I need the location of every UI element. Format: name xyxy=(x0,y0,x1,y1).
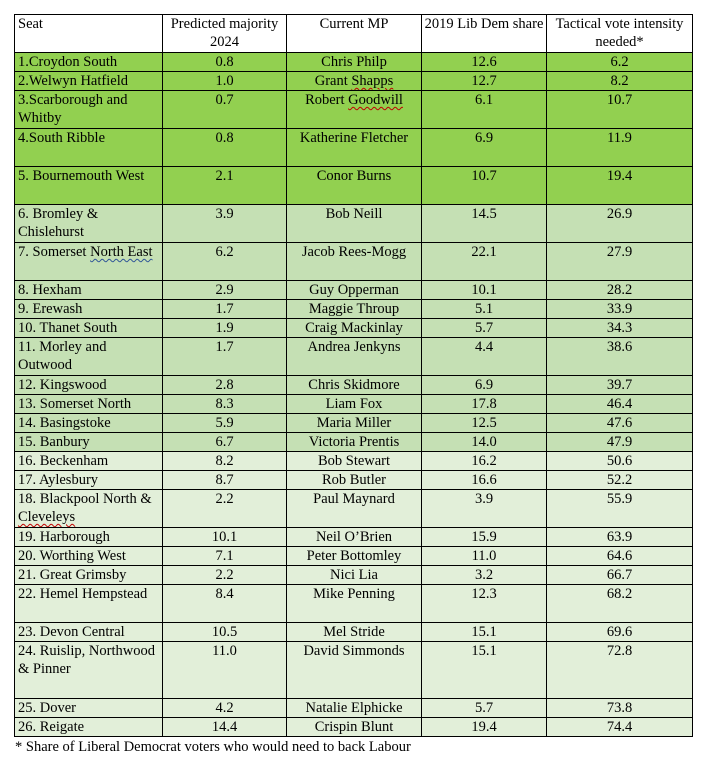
lib-dem-share-cell: 14.0 xyxy=(422,433,547,452)
lib-dem-share-cell: 17.8 xyxy=(422,395,547,414)
footnote: * Share of Liberal Democrat voters who would need to back Labour xyxy=(15,739,411,755)
current-mp-cell: Craig Mackinlay xyxy=(287,319,422,338)
seat-cell: 24. Ruislip, Northwood & Pinner xyxy=(15,642,163,699)
predicted-majority-cell: 4.2 xyxy=(163,699,287,718)
lib-dem-share-cell: 16.2 xyxy=(422,452,547,471)
lib-dem-share-cell: 12.7 xyxy=(422,72,547,91)
tactical-vote-intensity-cell: 11.9 xyxy=(547,129,693,167)
lib-dem-share-cell: 5.7 xyxy=(422,319,547,338)
lib-dem-share-cell: 19.4 xyxy=(422,718,547,737)
lib-dem-share-cell: 6.9 xyxy=(422,129,547,167)
predicted-majority-cell: 2.9 xyxy=(163,281,287,300)
seat-cell: 25. Dover xyxy=(15,699,163,718)
seat-cell: 8. Hexham xyxy=(15,281,163,300)
seat-cell: 14. Basingstoke xyxy=(15,414,163,433)
table-row xyxy=(15,490,693,528)
tactical-vote-intensity-cell: 10.7 xyxy=(547,91,693,129)
tactical-vote-intensity-cell: 68.2 xyxy=(547,585,693,623)
lib-dem-share-cell: 15.1 xyxy=(422,623,547,642)
spellcheck-underlined-word: Shapps xyxy=(351,73,394,89)
table-row xyxy=(15,699,693,718)
predicted-majority-cell: 11.0 xyxy=(163,642,287,699)
tactical-vote-intensity-cell: 69.6 xyxy=(547,623,693,642)
predicted-majority-cell: 6.7 xyxy=(163,433,287,452)
header-current-mp: Current MP xyxy=(287,15,422,53)
lib-dem-share-cell: 10.1 xyxy=(422,281,547,300)
seat-cell: 17. Aylesbury xyxy=(15,471,163,490)
seat-cell: 15. Banbury xyxy=(15,433,163,452)
table-row xyxy=(15,281,693,300)
current-mp-cell: Mel Stride xyxy=(287,623,422,642)
spellcheck-underlined-word: Cleveleys xyxy=(18,509,76,525)
predicted-majority-cell: 0.7 xyxy=(163,91,287,129)
predicted-majority-cell: 1.9 xyxy=(163,319,287,338)
tactical-vote-intensity-cell: 50.6 xyxy=(547,452,693,471)
table-row xyxy=(15,53,693,72)
seat-cell: 20. Worthing West xyxy=(15,547,163,566)
current-mp-cell: Andrea Jenkyns xyxy=(287,338,422,376)
tactical-vote-intensity-cell: 19.4 xyxy=(547,167,693,205)
seat-cell: 6. Bromley & Chislehurst xyxy=(15,205,163,243)
tactical-vote-intensity-cell: 63.9 xyxy=(547,528,693,547)
seat-cell: 22. Hemel Hempstead xyxy=(15,585,163,623)
current-mp-cell: Mike Penning xyxy=(287,585,422,623)
seat-cell: 12. Kingswood xyxy=(15,376,163,395)
current-mp-cell: Jacob Rees-Mogg xyxy=(287,243,422,281)
current-mp-cell: Chris Philp xyxy=(287,53,422,72)
table-row xyxy=(15,585,693,623)
tactical-vote-intensity-cell: 73.8 xyxy=(547,699,693,718)
predicted-majority-cell: 0.8 xyxy=(163,53,287,72)
current-mp-cell: Bob Stewart xyxy=(287,452,422,471)
current-mp-cell: Neil O’Brien xyxy=(287,528,422,547)
tactical-vote-intensity-cell: 64.6 xyxy=(547,547,693,566)
current-mp-cell: David Simmonds xyxy=(287,642,422,699)
lib-dem-share-cell: 12.5 xyxy=(422,414,547,433)
tactical-vote-intensity-cell: 26.9 xyxy=(547,205,693,243)
lib-dem-share-cell: 3.2 xyxy=(422,566,547,585)
seat-cell: 21. Great Grimsby xyxy=(15,566,163,585)
current-mp-cell: Conor Burns xyxy=(287,167,422,205)
tactical-vote-intensity-cell: 39.7 xyxy=(547,376,693,395)
predicted-majority-cell: 8.7 xyxy=(163,471,287,490)
seat-cell: 7. Somerset North East xyxy=(15,243,163,281)
header-predicted-majority: Predicted majority 2024 xyxy=(163,15,287,53)
lib-dem-share-cell: 22.1 xyxy=(422,243,547,281)
seat-cell: 10. Thanet South xyxy=(15,319,163,338)
tactical-vote-intensity-cell: 28.2 xyxy=(547,281,693,300)
lib-dem-share-cell: 12.3 xyxy=(422,585,547,623)
lib-dem-share-cell: 6.9 xyxy=(422,376,547,395)
seat-cell: 16. Beckenham xyxy=(15,452,163,471)
spellcheck-underlined-word: Goodwill xyxy=(348,92,403,108)
current-mp-cell: Natalie Elphicke xyxy=(287,699,422,718)
table-row xyxy=(15,129,693,167)
header-lib-dem-share: 2019 Lib Dem share xyxy=(422,15,547,53)
predicted-majority-cell: 8.2 xyxy=(163,452,287,471)
table-row xyxy=(15,566,693,585)
seat-cell: 5. Bournemouth West xyxy=(15,167,163,205)
table-row xyxy=(15,528,693,547)
predicted-majority-cell: 0.8 xyxy=(163,129,287,167)
table-row xyxy=(15,452,693,471)
current-mp-cell: Peter Bottomley xyxy=(287,547,422,566)
table-row xyxy=(15,718,693,737)
predicted-majority-cell: 1.7 xyxy=(163,338,287,376)
lib-dem-share-cell: 15.9 xyxy=(422,528,547,547)
tactical-vote-intensity-cell: 8.2 xyxy=(547,72,693,91)
predicted-majority-cell: 1.0 xyxy=(163,72,287,91)
seat-cell: 11. Morley and Outwood xyxy=(15,338,163,376)
header-tactical-vote-intensity: Tactical vote intensity needed* xyxy=(547,15,693,53)
current-mp-cell: Liam Fox xyxy=(287,395,422,414)
current-mp-cell: Guy Opperman xyxy=(287,281,422,300)
table-row xyxy=(15,471,693,490)
tactical-vote-intensity-cell: 6.2 xyxy=(547,53,693,72)
table-row xyxy=(15,414,693,433)
current-mp-cell: Maria Miller xyxy=(287,414,422,433)
tactical-vote-intensity-cell: 52.2 xyxy=(547,471,693,490)
lib-dem-share-cell: 6.1 xyxy=(422,91,547,129)
current-mp-cell: Rob Butler xyxy=(287,471,422,490)
seat-cell: 2.Welwyn Hatfield xyxy=(15,72,163,91)
current-mp-cell: Victoria Prentis xyxy=(287,433,422,452)
predicted-majority-cell: 3.9 xyxy=(163,205,287,243)
predicted-majority-cell: 2.2 xyxy=(163,490,287,528)
table-row xyxy=(15,243,693,281)
table-row xyxy=(15,642,693,699)
current-mp-cell: Crispin Blunt xyxy=(287,718,422,737)
predicted-majority-cell: 2.8 xyxy=(163,376,287,395)
seat-cell: 3.Scarborough and Whitby xyxy=(15,91,163,129)
predicted-majority-cell: 8.3 xyxy=(163,395,287,414)
predicted-majority-cell: 5.9 xyxy=(163,414,287,433)
seat-cell: 13. Somerset North xyxy=(15,395,163,414)
table-header-row xyxy=(15,15,693,53)
lib-dem-share-cell: 14.5 xyxy=(422,205,547,243)
predicted-majority-cell: 10.5 xyxy=(163,623,287,642)
table-row xyxy=(15,91,693,129)
seat-cell: 18. Blackpool North & Cleveleys xyxy=(15,490,163,528)
lib-dem-share-cell: 5.1 xyxy=(422,300,547,319)
tactical-vote-intensity-cell: 34.3 xyxy=(547,319,693,338)
predicted-majority-cell: 14.4 xyxy=(163,718,287,737)
header-seat: Seat xyxy=(15,15,163,53)
current-mp-cell: Paul Maynard xyxy=(287,490,422,528)
seat-cell: 9. Erewash xyxy=(15,300,163,319)
table-row xyxy=(15,376,693,395)
spellcheck-underlined-word: North East xyxy=(90,244,153,260)
predicted-majority-cell: 2.2 xyxy=(163,566,287,585)
tactical-vote-table xyxy=(14,14,693,737)
table-body xyxy=(15,53,693,737)
table-row xyxy=(15,547,693,566)
tactical-vote-intensity-cell: 46.4 xyxy=(547,395,693,414)
table-row xyxy=(15,338,693,376)
predicted-majority-cell: 2.1 xyxy=(163,167,287,205)
current-mp-cell: Grant Shapps xyxy=(287,72,422,91)
seat-cell: 19. Harborough xyxy=(15,528,163,547)
document-body xyxy=(14,14,692,756)
tactical-vote-intensity-cell: 66.7 xyxy=(547,566,693,585)
seat-cell: 26. Reigate xyxy=(15,718,163,737)
table-row xyxy=(15,319,693,338)
current-mp-cell: Chris Skidmore xyxy=(287,376,422,395)
current-mp-cell: Bob Neill xyxy=(287,205,422,243)
lib-dem-share-cell: 5.7 xyxy=(422,699,547,718)
table-row xyxy=(15,395,693,414)
table-row xyxy=(15,72,693,91)
current-mp-cell: Robert Goodwill xyxy=(287,91,422,129)
table-row xyxy=(15,433,693,452)
tactical-vote-intensity-cell: 74.4 xyxy=(547,718,693,737)
tactical-vote-intensity-cell: 72.8 xyxy=(547,642,693,699)
table-row xyxy=(15,205,693,243)
lib-dem-share-cell: 3.9 xyxy=(422,490,547,528)
lib-dem-share-cell: 12.6 xyxy=(422,53,547,72)
predicted-majority-cell: 10.1 xyxy=(163,528,287,547)
tactical-vote-intensity-cell: 47.9 xyxy=(547,433,693,452)
tactical-vote-intensity-cell: 27.9 xyxy=(547,243,693,281)
lib-dem-share-cell: 15.1 xyxy=(422,642,547,699)
predicted-majority-cell: 8.4 xyxy=(163,585,287,623)
tactical-vote-intensity-cell: 55.9 xyxy=(547,490,693,528)
tactical-vote-intensity-cell: 47.6 xyxy=(547,414,693,433)
tactical-vote-intensity-cell: 38.6 xyxy=(547,338,693,376)
seat-cell: 4.South Ribble xyxy=(15,129,163,167)
predicted-majority-cell: 7.1 xyxy=(163,547,287,566)
table-row xyxy=(15,167,693,205)
seat-cell: 23. Devon Central xyxy=(15,623,163,642)
current-mp-cell: Nici Lia xyxy=(287,566,422,585)
predicted-majority-cell: 6.2 xyxy=(163,243,287,281)
predicted-majority-cell: 1.7 xyxy=(163,300,287,319)
lib-dem-share-cell: 10.7 xyxy=(422,167,547,205)
current-mp-cell: Katherine Fletcher xyxy=(287,129,422,167)
table-row xyxy=(15,300,693,319)
table-row xyxy=(15,623,693,642)
seat-cell: 1.Croydon South xyxy=(15,53,163,72)
lib-dem-share-cell: 11.0 xyxy=(422,547,547,566)
lib-dem-share-cell: 16.6 xyxy=(422,471,547,490)
tactical-vote-intensity-cell: 33.9 xyxy=(547,300,693,319)
lib-dem-share-cell: 4.4 xyxy=(422,338,547,376)
current-mp-cell: Maggie Throup xyxy=(287,300,422,319)
